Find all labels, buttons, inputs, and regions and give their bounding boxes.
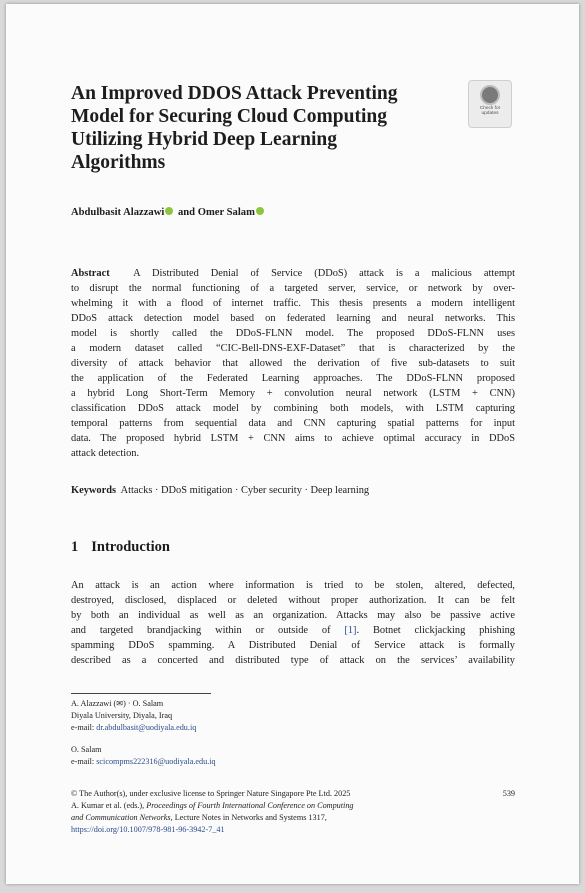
page-number: 539 (502, 789, 515, 798)
abstract-line: the application of the Federated Learning approaches. The DDoS-FLNN proposed (71, 373, 515, 384)
intro-line: spamming DDoS spamming. A Distributed Denial of Service attack is formally (71, 640, 515, 651)
abstract-line: Abstract A Distributed Denial of Service (DDoS) attack is a malicious attempt (71, 268, 516, 279)
footnote-names: A. Alazzawi (✉) · O. Salam (71, 699, 164, 708)
email-link[interactable]: dr.abdulbasit@uodiyala.edu.iq (96, 723, 197, 732)
copyright-line: © The Author(s), under exclusive license to Springer Nature Singapore Pte Ltd. 2025 (71, 789, 351, 798)
abstract-line: data. The proposed hybrid LSTM + CNN aims to achieve optimal accuracy in DDoS (71, 433, 515, 444)
section-title: Introduction (91, 539, 170, 555)
abstract-line: DDoS attack detection model based on federated learning and neural networks. This (71, 313, 515, 324)
title-line: An Improved DDOS Attack Preventing (71, 83, 398, 104)
author-footnote-2 (71, 744, 216, 768)
abstract-label: Abstract (71, 268, 110, 279)
footnote-email-row: e-mail: dr.abdulbasit@uodiyala.edu.iq (71, 723, 197, 732)
author-name: Omer Salam (197, 207, 255, 218)
abstract-line: classification DDoS attack model by combining both models, with LSTM capturing (71, 403, 515, 414)
abstract-line: attack detection. (71, 448, 140, 459)
author-footnote-1 (71, 698, 196, 734)
introduction-text (71, 578, 515, 668)
abstract-line: to disrupt the normal functioning of a targeted server, service, or network by over- (71, 283, 515, 294)
copyright-block (71, 788, 515, 836)
keywords-label: Keywords (71, 485, 117, 496)
abstract (71, 266, 515, 461)
paper-title (71, 82, 471, 174)
doi-link[interactable]: https://doi.org/10.1007/978-981-96-3942-7_41 (71, 825, 225, 834)
intro-line: An attack is an action where information is tried to be stolen, altered, defected, (71, 580, 515, 591)
badge-line1: Check for (479, 106, 501, 111)
footnote-affiliation: Diyala University, Diyala, Iraq (71, 711, 173, 720)
check-for-updates-badge[interactable] (468, 80, 512, 128)
intro-line: destroyed, disclosed, displaced or deleted without proper authorization. It can be felt (71, 595, 515, 606)
abstract-line: diversity of attack behavior that allowed the derivation of five sub-datasets to suit (71, 358, 515, 369)
keywords (71, 485, 369, 496)
orcid-icon[interactable] (165, 207, 173, 215)
orcid-icon[interactable] (256, 207, 264, 215)
check-updates-icon (480, 85, 500, 105)
abstract-line: a hybrid Long Short-Term Memory + convolution neural network (LSTM + CNN) (71, 388, 515, 399)
paper-page (6, 4, 579, 884)
citation-line: A. Kumar et al. (eds.), Proceedings of Fourth International Conference on Computing (71, 801, 354, 810)
citation-link[interactable]: [1] (344, 625, 357, 636)
badge-line2: updates (481, 111, 499, 117)
title-line: Algorithms (71, 152, 166, 173)
citation-line: and Communication Networks, Lecture Notes in Networks and Systems 1317, (71, 813, 327, 822)
author-list (71, 207, 266, 218)
abstract-line: temporal patterns from sequential data and CNN capturing spatial patterns for input (71, 418, 515, 429)
section-heading (71, 539, 170, 556)
intro-line: by both an individual as well as an organization. Attacks may also be passive active (71, 610, 515, 621)
footnote-divider (71, 693, 211, 694)
title-line: Model for Securing Cloud Computing (71, 106, 387, 127)
intro-line: and targeted brandjacking within or outside of [1]. Botnet clickjacking phishing (71, 625, 515, 636)
author-name: Abdulbasit Alazzawi (71, 207, 165, 218)
abstract-line: model is shortly called the DDoS-FLNN model. The proposed DDoS-FLNN uses (71, 328, 515, 339)
abstract-line: whelming it with a flood of internet traffic. This thesis presents a modern intelligent (71, 298, 515, 309)
keywords-list: Attacks · DDoS mitigation · Cyber security · Deep learning (120, 485, 370, 496)
section-number: 1 (71, 539, 79, 555)
intro-line: described as a concerted and distributed type of attack on the services’ availability (71, 655, 515, 666)
author-conjunction: and (177, 207, 196, 218)
footnote-email-row: e-mail: scicompms222316@uodiyala.edu.iq (71, 757, 216, 766)
abstract-line: a modern dataset called “CIC-Bell-DNS-EXF-Dataset” that is characterized by the (71, 343, 515, 354)
title-line: Utilizing Hybrid Deep Learning (71, 129, 337, 150)
email-link[interactable]: scicompms222316@uodiyala.edu.iq (96, 757, 216, 766)
footnote-name: O. Salam (71, 745, 102, 754)
